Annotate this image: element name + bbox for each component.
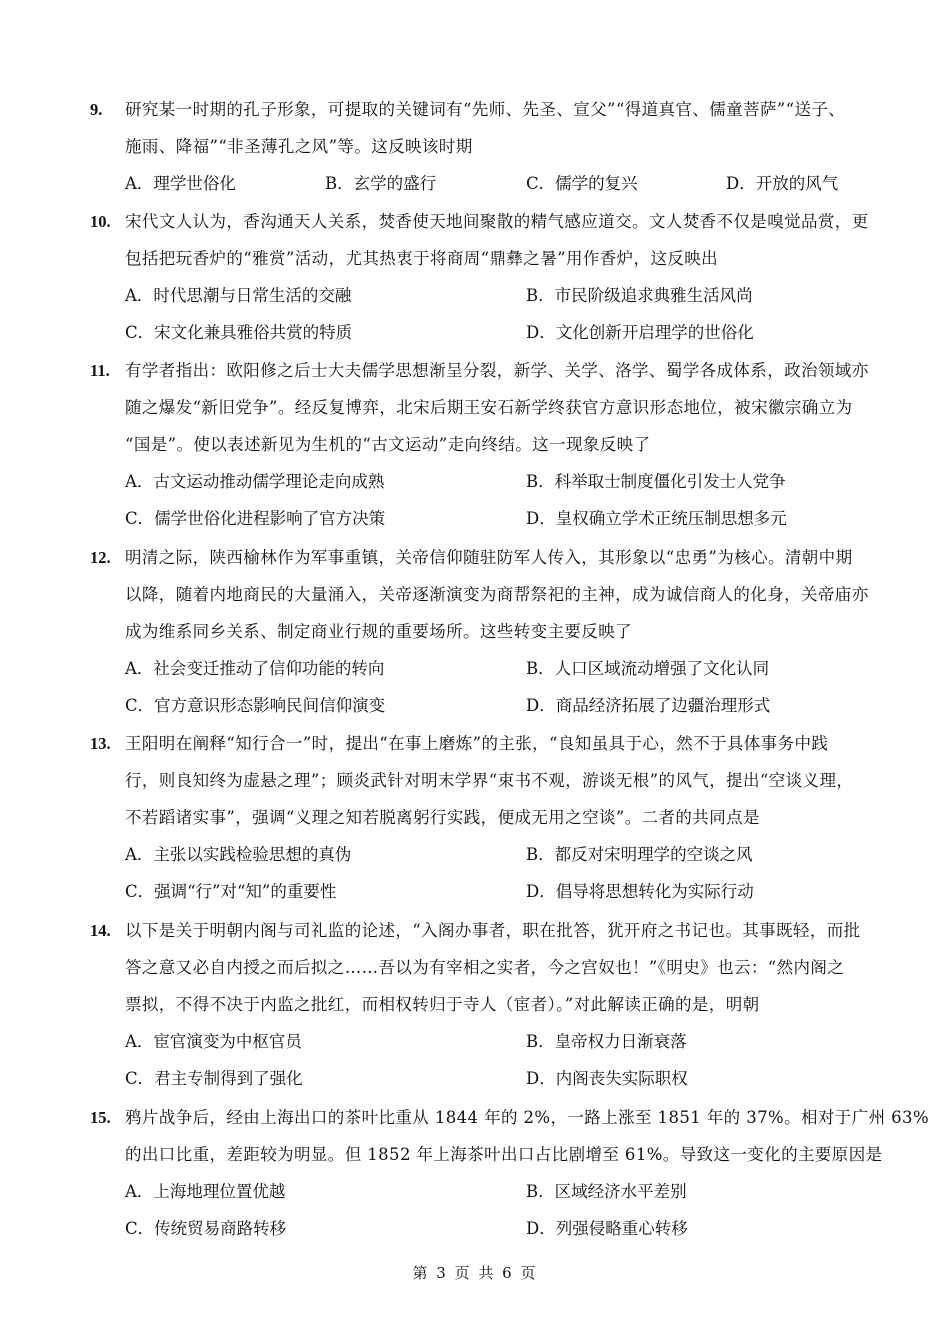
question-number: 11. xyxy=(90,361,110,380)
option-b[interactable]: B．玄学的盛行 xyxy=(325,174,437,193)
options-row xyxy=(90,1023,870,1060)
option-a[interactable]: A．宦官演变为中枢官员 xyxy=(125,1032,302,1051)
options-row xyxy=(90,836,870,873)
page-footer: 第 3 页 共 6 页 xyxy=(412,1264,538,1282)
option-b[interactable]: B．区域经济水平差别 xyxy=(526,1182,687,1201)
option-d[interactable]: D．内阁丧失实际职权 xyxy=(526,1069,688,1088)
question-12 xyxy=(90,539,870,724)
option-d[interactable]: D．倡导将思想转化为实际行动 xyxy=(526,882,754,901)
option-d[interactable]: D．皇权确立学术正统压制思想多元 xyxy=(526,509,787,528)
question-stem-line: 王阳明在阐释“知行合一”时，提出“在事上磨炼”的主张，“良知虽具于心，然不于具体事务中践 xyxy=(125,734,829,753)
options-row xyxy=(90,165,870,202)
question-9 xyxy=(90,91,870,202)
question-number: 9. xyxy=(90,100,103,119)
question-15 xyxy=(90,1099,930,1247)
options-row xyxy=(90,1060,870,1097)
option-c[interactable]: C．宋文化兼具雅俗共赏的特质 xyxy=(125,323,353,342)
option-b[interactable]: B．人口区域流动增强了文化认同 xyxy=(526,659,770,678)
option-d[interactable]: D．列强侵略重心转移 xyxy=(526,1219,688,1238)
option-c[interactable]: C．君主专制得到了强化 xyxy=(125,1069,303,1088)
question-number: 14. xyxy=(90,921,111,940)
question-stem-line: 以下是关于明朝内阁与司礼监的论述，“入阁办事者，职在批答，犹开府之书记也。其事既轻，而批 xyxy=(125,921,861,940)
options-row xyxy=(90,1210,870,1247)
option-c[interactable]: C．儒学的复兴 xyxy=(526,174,638,193)
option-d[interactable]: D．开放的风气 xyxy=(726,174,839,193)
options-row xyxy=(90,687,870,724)
question-stem-line: 有学者指出：欧阳修之后士大夫儒学思想渐呈分裂，新学、关学、洛学、蜀学各成体系，政治领域亦 xyxy=(125,361,869,380)
question-stem-line: 鸦片战争后，经由上海出口的茶叶比重从 1844 年的 2%，一路上涨至 1851 年的 37%。相对于广州 63% xyxy=(125,1108,930,1127)
option-b[interactable]: B．科举取士制度僵化引发士人党争 xyxy=(526,472,786,491)
option-d[interactable]: D．文化创新开启理学的世俗化 xyxy=(526,323,754,342)
options-row xyxy=(90,277,870,314)
question-stem-line: 宋代文人认为，香沟通天人关系，焚香使天地间聚散的精气感应道交。文人焚香不仅是嗅觉品赏，更 xyxy=(125,212,869,231)
option-b[interactable]: B．市民阶级追求典雅生活风尚 xyxy=(526,286,753,305)
option-a[interactable]: A．时代思潮与日常生活的交融 xyxy=(125,286,352,305)
option-d[interactable]: D．商品经济拓展了边疆治理形式 xyxy=(526,696,771,715)
question-stem-line: 不若蹈诸实事”，强调“义理之知若脱离躬行实践，便成无用之空谈”。二者的共同点是 xyxy=(125,808,760,827)
option-c[interactable]: C．强调“行”对“知”的重要性 xyxy=(125,882,337,901)
options-row xyxy=(90,1173,870,1210)
question-stem-line: 施雨、降福”“非圣薄孔之风”等。这反映该时期 xyxy=(125,137,473,156)
question-stem-line: 成为维系同乡关系、制定商业行规的重要场所。这些转变主要反映了 xyxy=(125,622,632,641)
option-a[interactable]: A．上海地理位置优越 xyxy=(125,1182,286,1201)
option-a[interactable]: A．社会变迁推动了信仰功能的转向 xyxy=(125,659,385,678)
question-10 xyxy=(90,203,870,351)
options-row xyxy=(90,314,870,351)
question-stem-line: 的出口比重，差距较为明显。但 1852 年上海茶叶出口占比剧增至 61%。导致这一变化的主要原因是 xyxy=(125,1145,883,1164)
question-stem-line: 包括把玩香炉的“雅赏”活动，尤其热衷于将商周“鼎彝之暑”用作香炉，这反映出 xyxy=(125,249,719,268)
question-stem-line: 票拟，不得不决于内监之批红，而相权转归于寺人（宦者）。”对此解读正确的是，明朝 xyxy=(125,995,760,1014)
question-number: 13. xyxy=(90,734,111,753)
question-stem-line: 答之意又必自内授之而后拟之……吾以为有宰相之实者，今之宫奴也！”《明史》也云：“然内阁之 xyxy=(125,958,845,977)
options-row xyxy=(90,500,870,537)
question-stem-line: 以降，随着内地商民的大量涌入，关帝逐渐演变为商帮祭祀的主神，成为诚信商人的化身，关帝庙亦 xyxy=(125,585,869,604)
option-c[interactable]: C．官方意识形态影响民间信仰演变 xyxy=(125,696,386,715)
options-row xyxy=(90,873,870,910)
option-a[interactable]: A．古文运动推动儒学理论走向成熟 xyxy=(125,472,385,491)
question-number: 15. xyxy=(90,1108,111,1127)
option-c[interactable]: C．传统贸易商路转移 xyxy=(125,1219,287,1238)
option-b[interactable]: B．皇帝权力日渐衰落 xyxy=(526,1032,687,1051)
question-stem-line: 研究某一时期的孔子形象，可提取的关键词有“先师、先圣、宣父”“得道真官、儒童菩萨”“送子、 xyxy=(125,100,846,119)
question-stem-line: “国是”。使以表述新见为生机的“古文运动”走向终结。这一现象反映了 xyxy=(125,435,651,454)
question-stem-line: 明清之际，陕西榆林作为军事重镇，关帝信仰随驻防军人传入，其形象以“忠勇”为核心。清朝中期 xyxy=(125,548,853,567)
question-number: 10. xyxy=(90,212,111,231)
option-a[interactable]: A．理学世俗化 xyxy=(125,174,236,193)
question-13 xyxy=(90,725,870,910)
question-14 xyxy=(90,912,870,1097)
question-stem-line: 行，则良知终为虚悬之理”；顾炎武针对明末学界“束书不观，游谈无根”的风气，提出“空谈义理， xyxy=(125,771,854,790)
question-number: 12. xyxy=(90,548,111,567)
question-11 xyxy=(90,352,870,537)
question-stem-line: 随之爆发“新旧党争”。经反复博弈，北宋后期王安石新学终获官方意识形态地位，被宋徽宗确立为 xyxy=(125,398,853,417)
options-row xyxy=(90,650,870,687)
option-c[interactable]: C．儒学世俗化进程影响了官方决策 xyxy=(125,509,386,528)
option-a[interactable]: A．主张以实践检验思想的真伪 xyxy=(125,845,352,864)
option-b[interactable]: B．都反对宋明理学的空谈之风 xyxy=(526,845,753,864)
options-row xyxy=(90,463,870,500)
